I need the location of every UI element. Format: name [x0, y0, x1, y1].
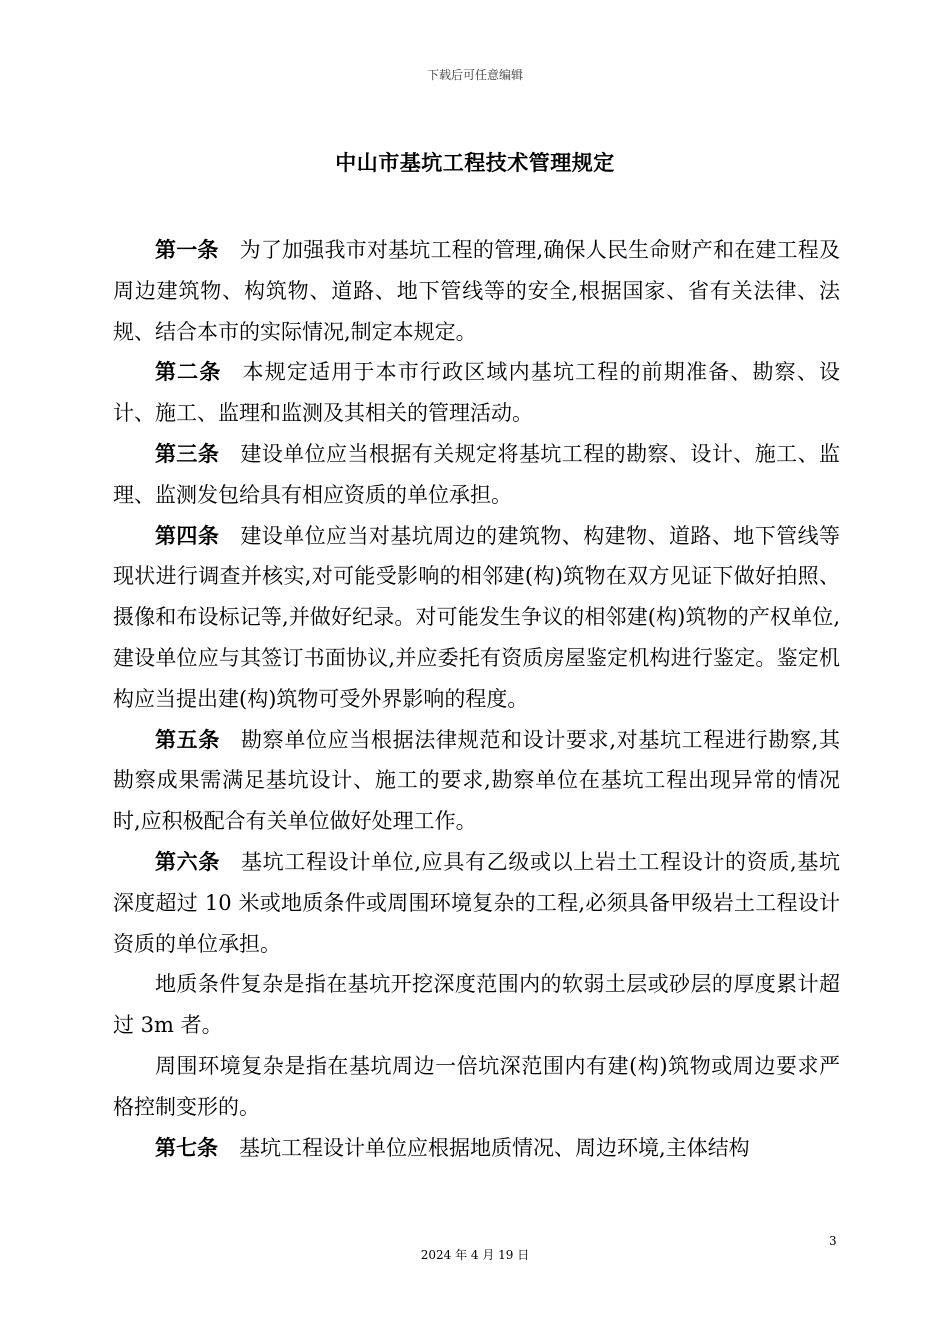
page-number: 3 [829, 1234, 837, 1248]
article-number: 第七条 [155, 1134, 218, 1160]
article-number: 第五条 [155, 726, 220, 752]
page-header: 下载后可任意编辑 [426, 68, 523, 82]
article-paragraph [113, 516, 840, 720]
continuation-paragraph [113, 1046, 840, 1128]
article-text: 基坑工程设计单位应根据地质情况、周边环境,主体结构 [239, 1135, 750, 1160]
document-title: 中山市基坑工程技术管理规定 [335, 150, 615, 175]
article-text: 勘察单位应当根据法律规范和设计要求,对基坑工程进行勘察,其勘察成果需满足基坑设计、施工的要求,勘察单位在基坑工程出现异常的情况时,应积极配合有关单位做好处理工作。 [113, 727, 840, 834]
article-number: 第四条 [155, 522, 220, 548]
article-text: 为了加强我市对基坑工程的管理,确保人民生命财产和在建工程及周边建筑物、构筑物、道路、地下管线等的安全,根据国家、省有关法律、法规、结合本市的实际情况,制定本规定。 [113, 238, 840, 344]
article-paragraph [113, 230, 840, 352]
article-text: 本规定适用于本市行政区域内基坑工程的前期准备、勘察、设计、施工、监理和监测及其相关的管理活动。 [113, 360, 841, 426]
article-text: 建设单位应当对基坑周边的建筑物、构建物、道路、地下管线等现状进行调查并核实,对可能受影响的相邻建(构)筑物在双方见证下做好拍照、摄像和布设标记等,并做好纪录。对可能发生争议的相邻建(构)筑物的产权单位,建设单位应与其签订书面协议,并应委托有资质房屋鉴定机构进行鉴定。鉴定机构应当提出建(构)筑物可受外界影响的程度。 [113, 523, 841, 711]
article-paragraph [113, 720, 840, 842]
paragraph-text: 周围环境复杂是指在基坑周边一倍坑深范围内有建(构)筑物或周边要求严格控制变形的。 [113, 1053, 840, 1119]
article-text: 基坑工程设计单位,应具有乙级或以上岩土工程设计的资质,基坑深度超过 10 米或地质条件或周围环境复杂的工程,必须具备甲级岩土工程设计资质的单位承担。 [113, 849, 840, 956]
continuation-paragraph [113, 964, 840, 1046]
article-number: 第一条 [155, 237, 219, 262]
article-text: 建设单位应当根据有关规定将基坑工程的勘察、设计、施工、监理、监测发包给具有相应资质的单位承担。 [113, 441, 841, 507]
article-paragraph [113, 842, 840, 964]
paragraph-text: 地质条件复杂是指在基坑开挖深度范围内的软弱土层或砂层的厚度累计超过 3m 者。 [113, 972, 840, 1038]
article-paragraph [113, 352, 840, 434]
footer-date: 2024 年 4 月 19 日 [420, 1248, 530, 1262]
article-number: 第三条 [155, 440, 220, 466]
article-number: 第二条 [155, 359, 222, 385]
article-paragraph [113, 434, 840, 516]
article-paragraph [113, 1128, 840, 1169]
article-number: 第六条 [155, 848, 220, 874]
document-body [113, 230, 840, 1168]
